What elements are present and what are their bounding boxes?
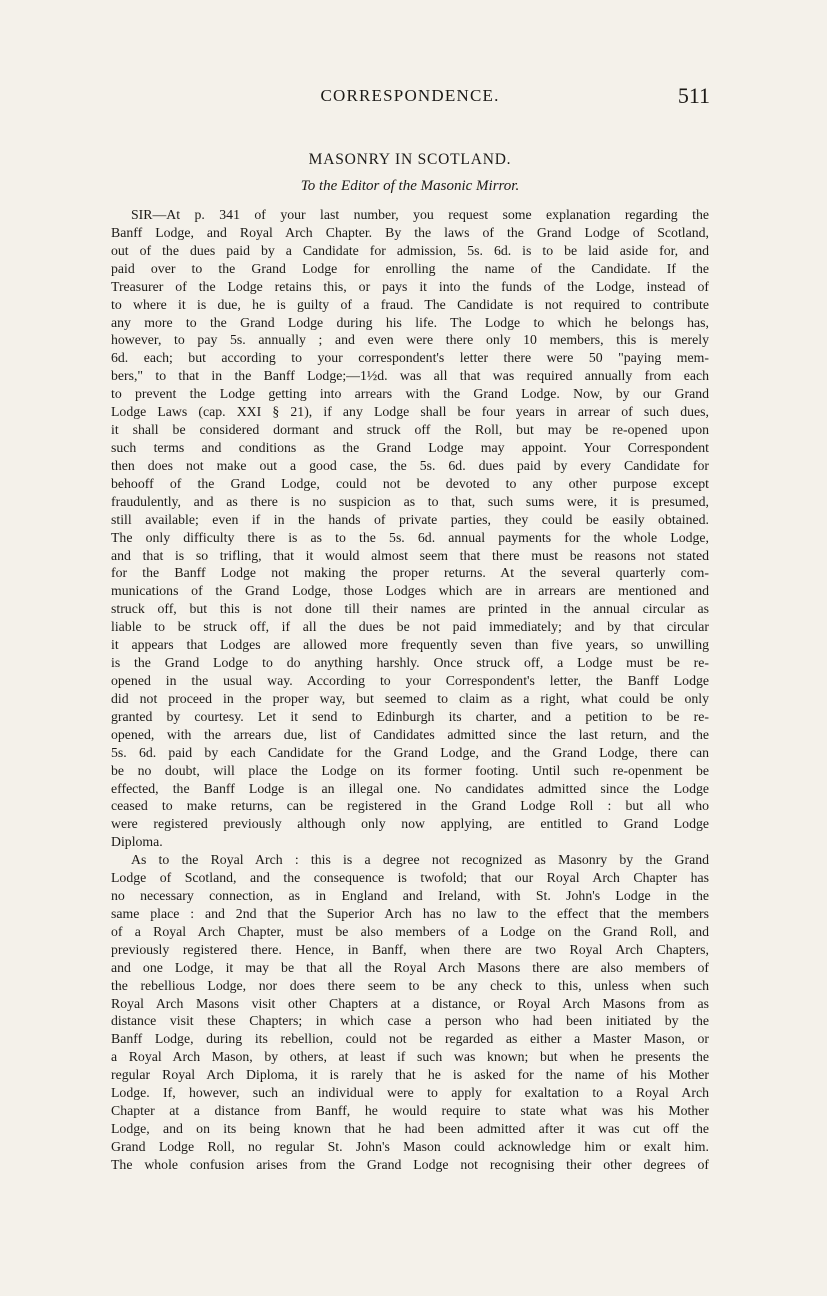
text-line: out of the dues paid by a Candidate for admission, 5s. 6d. is to be laid aside for, and (111, 242, 709, 258)
text-line: The whole confusion arises from the Grand Lodge not recognising their other degrees of (111, 1156, 709, 1172)
text-line: Lodge. If, however, such an individual were to apply for exaltation to a Royal Arch (111, 1085, 709, 1101)
running-head (110, 83, 710, 114)
text-line: be no doubt, will place the Lodge on its former footing. Until such re-openment be (111, 762, 709, 778)
text-line: granted by courtesy. Let it send to Edinburgh its charter, and a petition to be re- (111, 708, 709, 724)
text-line: were registered previously although only now applying, are entitled to Grand Lodge (111, 816, 709, 832)
text-line: of a Royal Arch Chapter, must be also members of a Lodge on the Grand Roll, and (111, 923, 709, 939)
text-line: to prevent the Lodge getting into arrears with the Grand Lodge. Now, by our Grand (111, 386, 709, 402)
text-line: Royal Arch Masons visit other Chapters at a distance, or Royal Arch Masons from as (111, 995, 709, 1011)
text-line: no necessary connection, as in England and Ireland, with St. John's Lodge in the (111, 888, 709, 904)
text-line: Lodge, and on its being known that he had been admitted after it was cut off the (111, 1121, 709, 1137)
text-line: it appears that Lodges are allowed more frequently seven than five years, so unwilling (111, 637, 709, 653)
text-line: effected, the Banff Lodge is an illegal one. No candidates admitted since the Lodge (111, 780, 709, 796)
text-line: and one Lodge, it may be that all the Royal Arch Masons there are also members of (111, 959, 709, 975)
text-line: fraudulently, and as there is no suspicion as to that, such sums were, it is presumed, (111, 493, 709, 509)
text-line: Banff Lodge, and Royal Arch Chapter. By the laws of the Grand Lodge of Scotland, (111, 224, 709, 240)
text-line: previously registered there. Hence, in Banff, when there are two Royal Arch Chapters, (111, 941, 709, 957)
text-line: such terms and conditions as the Grand Lodge may appoint. Your Correspondent (111, 439, 709, 455)
text-line: distance visit these Chapters; in which case a person who had been initiated by the (111, 1013, 709, 1029)
text-line: for the Banff Lodge not making the proper returns. At the several quarterly com- (111, 565, 709, 581)
text-line: bers," to that in the Banff Lodge;—1½d. was all that was required annually from each (111, 368, 709, 384)
text-line: SIR—At p. 341 of your last number, you request some explanation regarding the (131, 207, 709, 222)
article-title: MASONRY IN SCOTLAND. (308, 151, 512, 168)
text-line: paid over to the Grand Lodge for enrolling the name of the Candidate. If the (111, 260, 709, 276)
text-line: opened, with the arrears due, list of Candidates admitted since the last return, and the (111, 726, 709, 742)
text-line: the rebellious Lodge, nor does there seem to be any check to this, unless when such (111, 977, 709, 993)
page-number: 511 (677, 83, 710, 108)
text-line: The only difficulty there is as to the 5s. 6d. annual payments for the whole Lodge, (111, 529, 709, 545)
running-title: CORRESPONDENCE. (320, 86, 500, 105)
text-line: behooff of the Grand Lodge, could not be devoted to any other purpose except (111, 475, 709, 491)
text-line: opened in the usual way. According to your Correspondent's letter, the Banff Lodge (111, 672, 709, 688)
text-line: however, to pay 5s. annually ; and even were there only 10 members, this is merely (111, 332, 709, 348)
text-line: still available; even if in the hands of private parties, they could be easily obtained. (111, 511, 709, 527)
text-line: then does not make out a good case, the 5s. 6d. dues paid by every Candidate for (111, 457, 709, 473)
text-line: and that is so trifling, that it would almost seem that there must be reasons not stated (111, 547, 709, 563)
text-line: did not proceed in the proper way, but seemed to claim as a right, what could be only (111, 690, 709, 706)
text-line: As to the Royal Arch : this is a degree not recognized as Masonry by the Grand (131, 852, 709, 868)
text-line: it shall be considered dormant and struck off the Roll, but may be re-opened upon (111, 422, 709, 438)
text-line: munications of the Grand Lodge, those Lodges which are in arrears are mentioned and (111, 583, 709, 599)
text-line: Grand Lodge Roll, no regular St. John's Mason could acknowledge him or exalt him. (111, 1138, 709, 1154)
text-line: is the Grand Lodge to do anything harshly. Once struck off, a Lodge must be re- (111, 655, 709, 671)
article-subtitle: To the Editor of the Masonic Mirror. (300, 178, 520, 194)
text-line: 6d. each; but according to your correspondent's letter there were 50 "paying mem- (111, 350, 709, 366)
text-line: to where it is due, he is guilty of a fraud. The Candidate is not required to contribute (111, 296, 709, 312)
text-line: liable to be struck off, if all the dues be not paid immediately; and by that circular (111, 619, 709, 635)
text-line: Lodge of Scotland, and the consequence is twofold; that our Royal Arch Chapter has (111, 870, 709, 886)
text-line: struck off, but this is not done till their names are printed in the annual circular as (111, 601, 709, 617)
text-line: any more to the Grand Lodge during his life. The Lodge to which he belongs has, (111, 314, 709, 330)
text-line: regular Royal Arch Diploma, it is rarely that he is asked for the name of his Mother (111, 1067, 709, 1083)
text-line: ceased to make returns, can be registered in the Grand Lodge Roll : but all who (111, 798, 709, 814)
text-line: Lodge Laws (cap. XXI § 21), if any Lodge shall be four years in arrear of such dues, (111, 404, 709, 420)
text-line: Banff Lodge, during its rebellion, could not be regarded as either a Master Mason, or (111, 1031, 709, 1047)
text-line: Treasurer of the Lodge retains this, or pays it into the funds of the Lodge, instead of (111, 278, 709, 294)
article-body (111, 206, 709, 1174)
text-line: a Royal Arch Mason, by others, at least if such was known; but when he presents the (111, 1049, 709, 1065)
text-line: Chapter at a distance from Banff, he would require to state what was his Mother (111, 1103, 709, 1119)
text-line: Diploma. (111, 834, 163, 850)
text-line: same place : and 2nd that the Superior Arch has no law to the effect that the members (111, 905, 709, 921)
text-line: 5s. 6d. paid by each Candidate for the Grand Lodge, and the Grand Lodge, there can (111, 744, 709, 760)
